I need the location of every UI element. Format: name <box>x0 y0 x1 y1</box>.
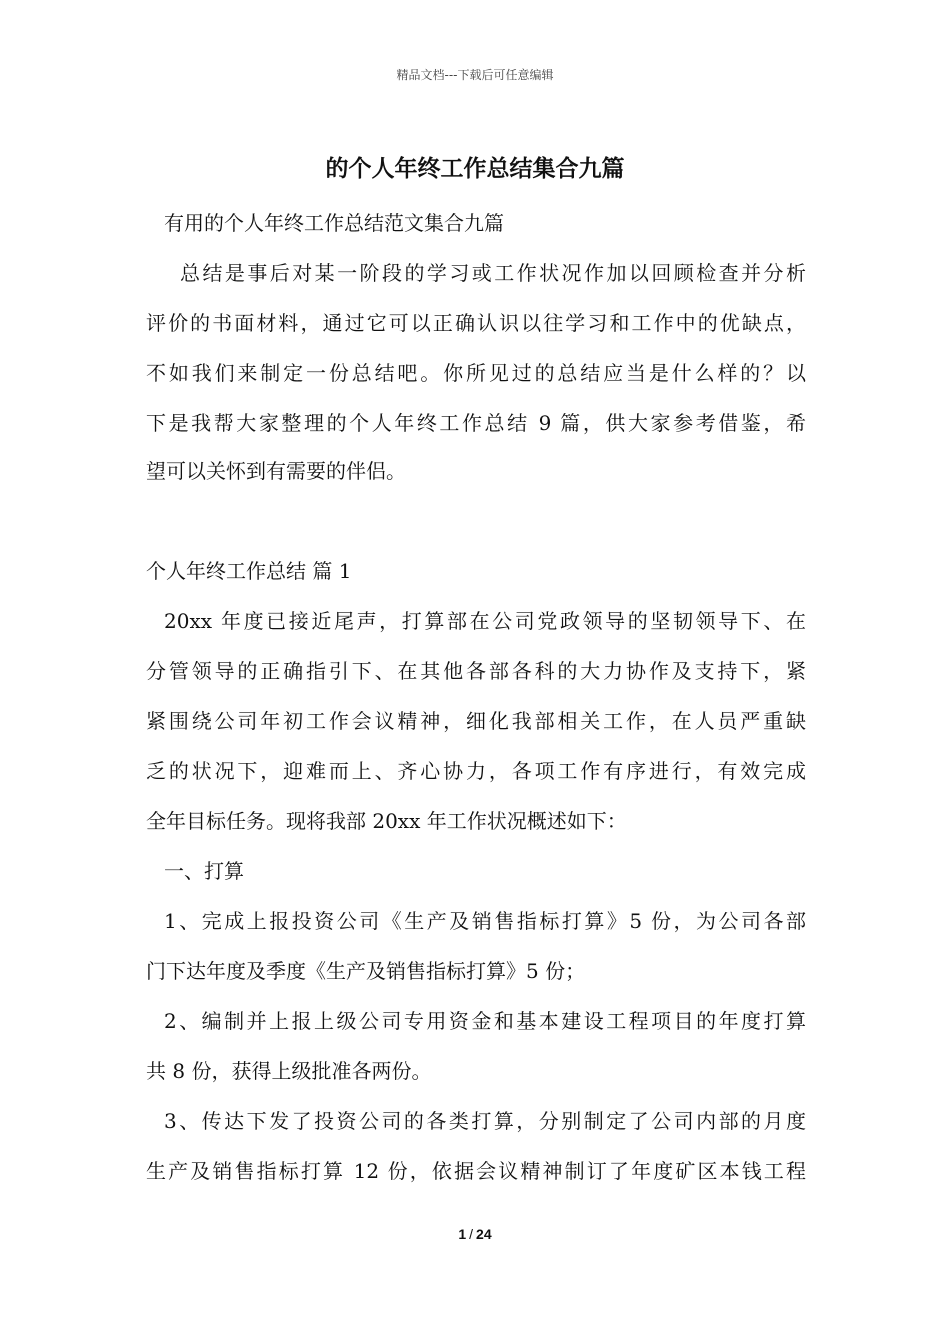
paragraph-line: 全年目标任务。现将我部 20xx 年工作状况概述如下： <box>146 809 627 833</box>
document-title: 的个人年终工作总结集合九篇 <box>325 155 625 182</box>
page-header: 精品文档---下载后可任意编辑 <box>396 68 554 82</box>
list-item-line: 2、编制并上报上级公司专用资金和基本建设工程项目的年度打算 <box>164 1009 806 1033</box>
page-total: 24 <box>476 1226 492 1242</box>
paragraph-line: 不如我们来制定一份总结吧。你所见过的总结应当是什么样的？以 <box>146 361 806 385</box>
paragraph-line: 望可以关怀到有需要的伴侣。 <box>146 459 406 483</box>
subsection-heading: 一、打算 <box>164 859 244 883</box>
page-current: 1 <box>458 1226 467 1242</box>
paragraph-line: 评价的书面材料，通过它可以正确认识以往学习和工作中的优缺点， <box>146 311 806 335</box>
paragraph-line: 20xx 年度已接近尾声，打算部在公司党政领导的坚韧领导下、在 <box>164 609 806 633</box>
paragraph-line: 乏的状况下，迎难而上、齐心协力，各项工作有序进行，有效完成 <box>146 759 806 783</box>
paragraph-line: 总结是事后对某一阶段的学习或工作状况作加以回顾检查并分析 <box>180 261 806 285</box>
paragraph-line: 下是我帮大家整理的个人年终工作总结 9 篇，供大家参考借鉴，希 <box>146 411 806 435</box>
list-item-line: 门下达年度及季度《生产及销售指标打算》5 份； <box>146 959 586 983</box>
page-separator: / <box>469 1226 474 1242</box>
list-item-line: 3、传达下发了投资公司的各类打算，分别制定了公司内部的月度 <box>164 1109 806 1133</box>
paragraph-line: 分管领导的正确指引下、在其他各部各科的大力协作及支持下，紧 <box>146 659 806 683</box>
list-item-line: 共 8 份，获得上级批准各两份。 <box>146 1059 432 1083</box>
list-item-line: 生产及销售指标打算 12 份，依据会议精神制订了年度矿区本钱工程 <box>146 1159 806 1183</box>
list-item-line: 1、完成上报投资公司《生产及销售指标打算》5 份，为公司各部 <box>164 909 806 933</box>
paragraph-line: 紧围绕公司年初工作会议精神，细化我部相关工作，在人员严重缺 <box>146 709 806 733</box>
subtitle-line: 有用的个人年终工作总结范文集合九篇 <box>164 211 504 235</box>
page-number <box>0 1226 950 1242</box>
section-heading: 个人年终工作总结 篇 1 <box>146 559 352 583</box>
